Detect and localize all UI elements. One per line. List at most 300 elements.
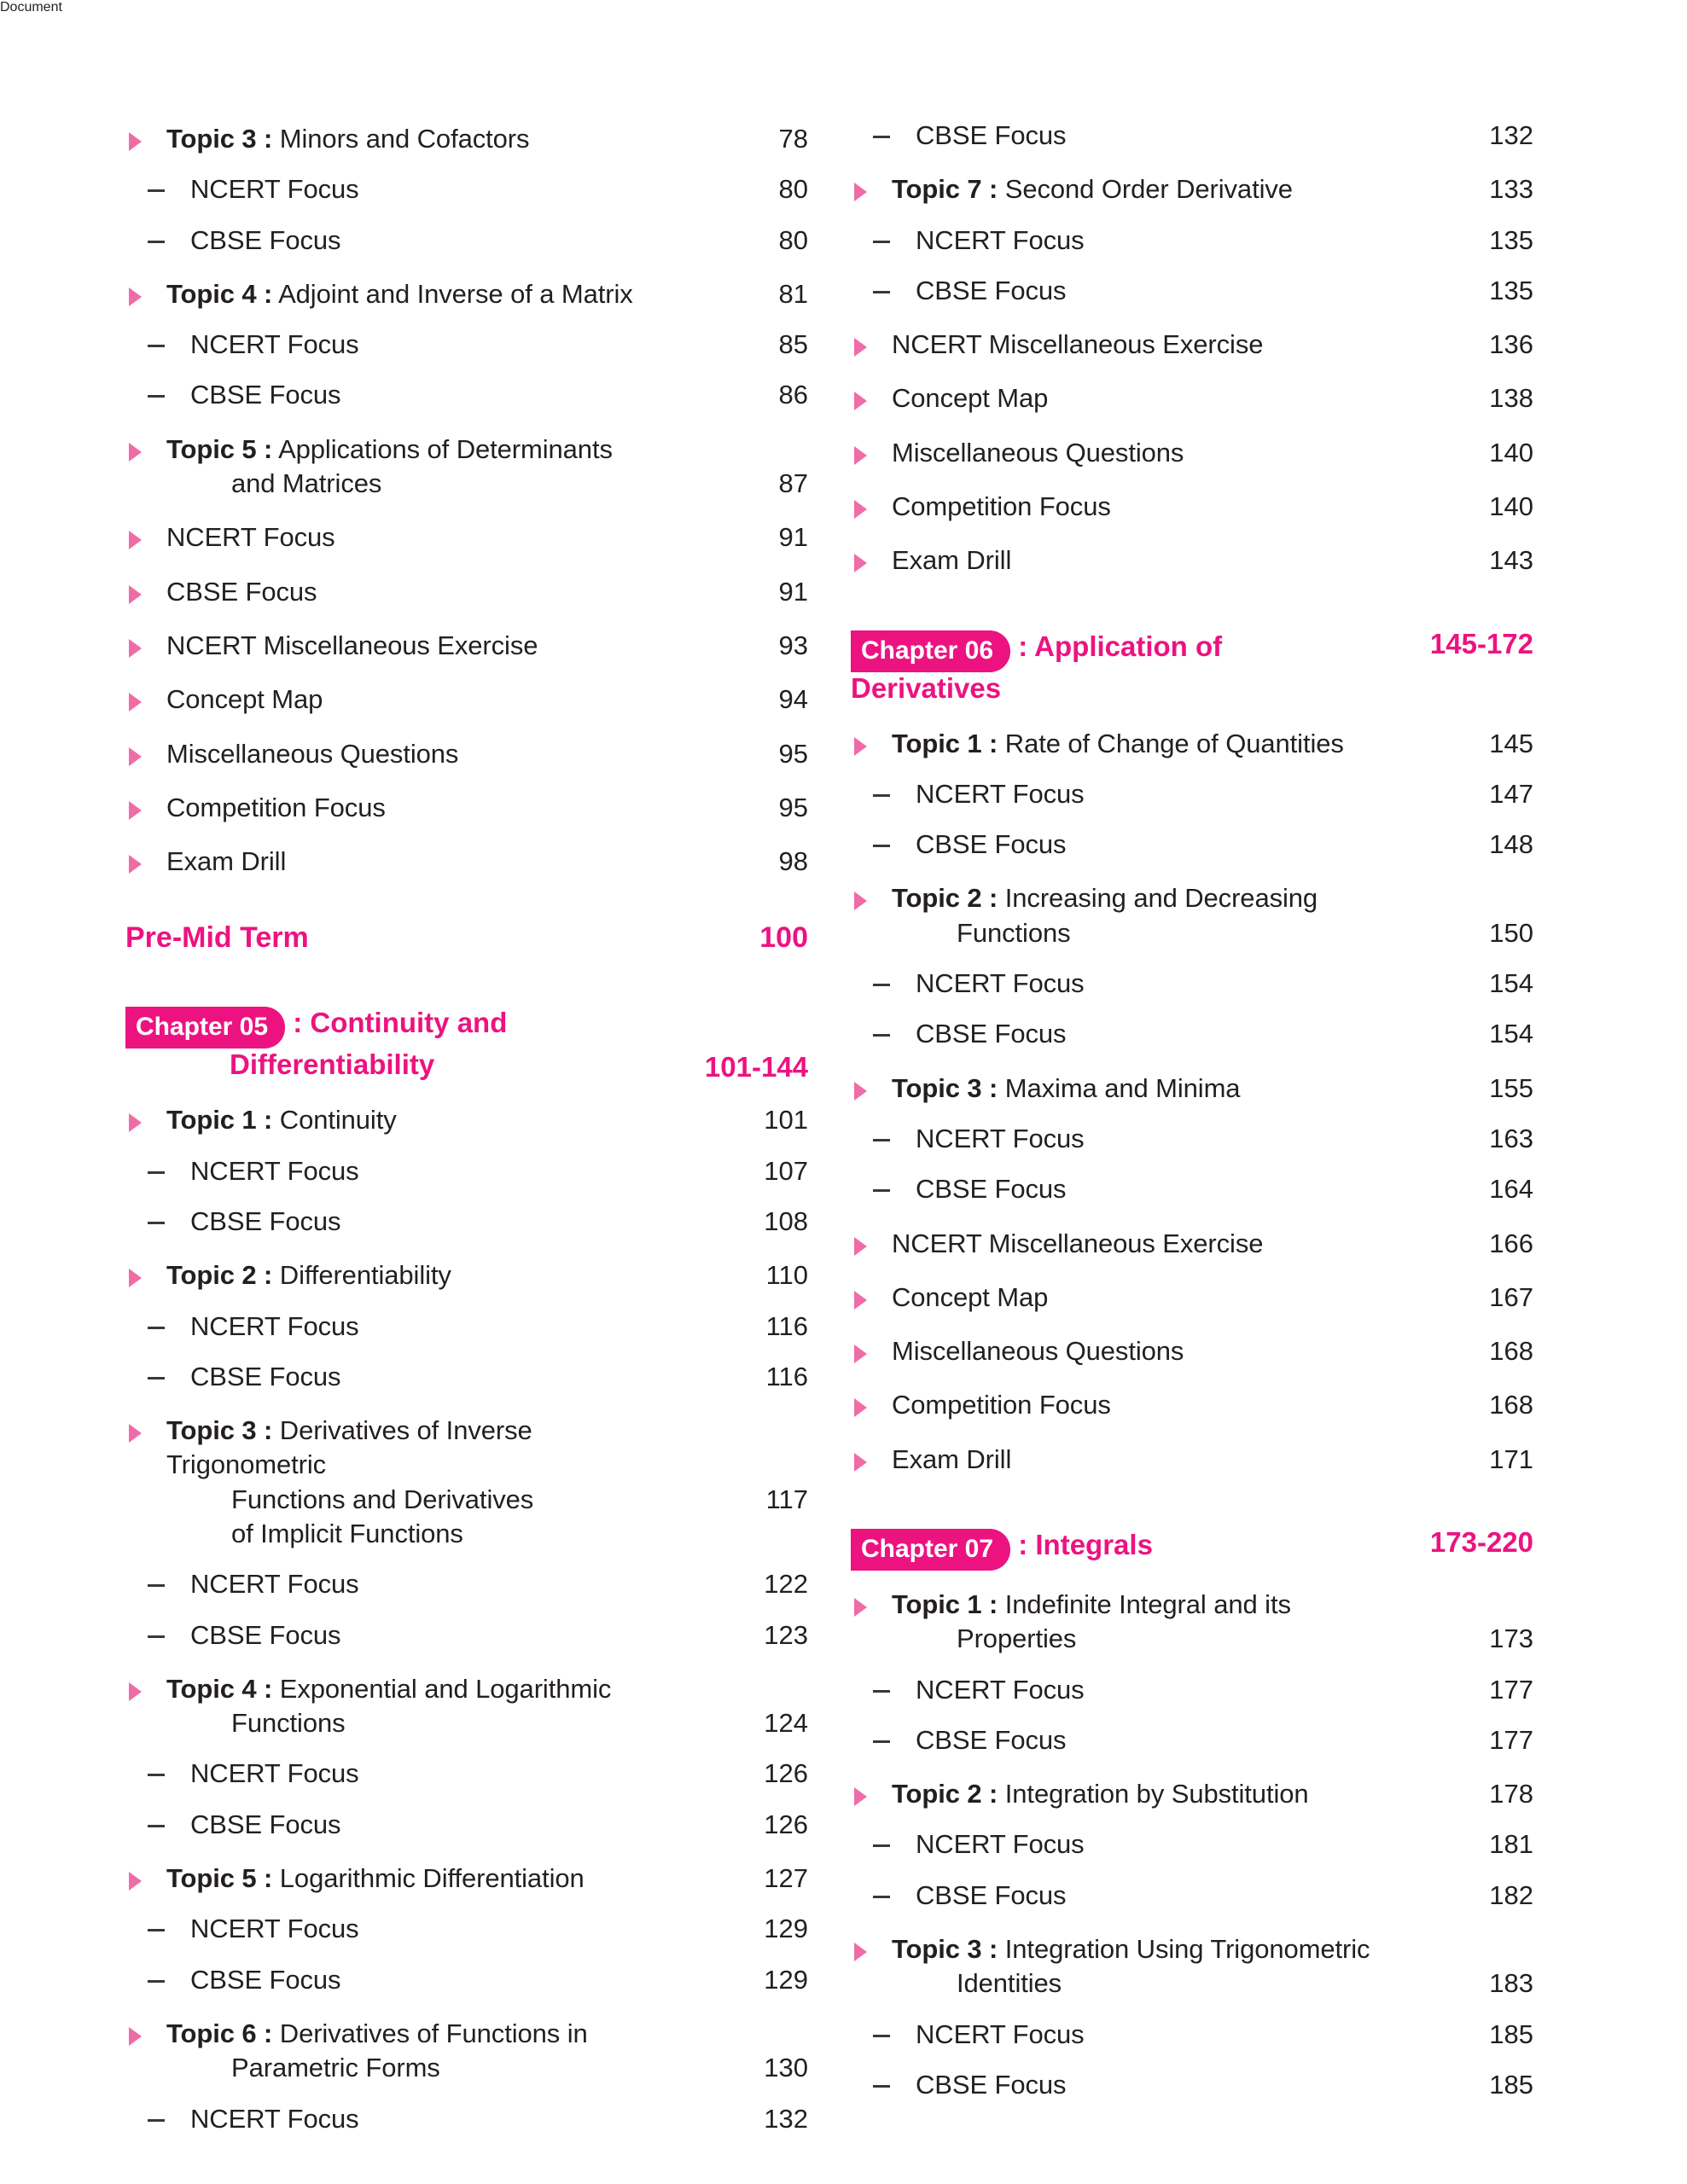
entry-page-number: 116 bbox=[765, 1361, 808, 1391]
chapter-heading-text bbox=[851, 1526, 1370, 1568]
entry-page-number: 143 bbox=[1489, 545, 1533, 576]
entry-title: CBSE Focus bbox=[916, 1879, 1067, 1910]
entry-title-line2: and Matrices bbox=[231, 468, 382, 499]
entry-page-number: 80 bbox=[778, 224, 808, 255]
entry-page-number: 185 bbox=[1489, 2069, 1533, 2100]
dash-bullet-icon bbox=[873, 1896, 890, 1898]
entry-page-number: 78 bbox=[778, 124, 808, 154]
entry-marker bbox=[125, 845, 166, 874]
entry-marker bbox=[125, 1757, 190, 1776]
toc-chapter-heading[interactable] bbox=[125, 1004, 808, 1083]
entry-marker bbox=[125, 1205, 190, 1224]
toc-sub-entry[interactable] bbox=[125, 1205, 808, 1239]
entry-page-number: 166 bbox=[1489, 1228, 1533, 1258]
triangle-bullet-icon bbox=[129, 132, 142, 151]
entry-page-number: 145 bbox=[1489, 728, 1533, 758]
entry-marker bbox=[851, 119, 916, 138]
topic-prefix: Topic 2 : bbox=[892, 883, 998, 914]
toc-chapter-item[interactable] bbox=[125, 629, 808, 663]
toc-chapter-item[interactable] bbox=[125, 520, 808, 555]
entry-title: NCERT Focus bbox=[190, 1914, 359, 1944]
entry-page-number: 147 bbox=[1489, 778, 1533, 809]
entry-marker bbox=[125, 122, 166, 151]
entry-page-number: 91 bbox=[778, 576, 808, 607]
entry-page-number: 85 bbox=[778, 329, 808, 360]
entry-marker bbox=[125, 1567, 190, 1587]
entry-page-number: 129 bbox=[764, 1964, 808, 1995]
dash-bullet-icon bbox=[873, 1740, 890, 1743]
entry-title: Competition Focus bbox=[166, 792, 386, 822]
entry-marker bbox=[851, 2018, 916, 2037]
entry-title: Minors and Cofactors bbox=[279, 124, 530, 154]
entry-title: CBSE Focus bbox=[916, 829, 1067, 860]
entry-label bbox=[166, 277, 680, 311]
entry-marker bbox=[851, 881, 892, 910]
entry-label bbox=[892, 727, 1405, 761]
entry-title: Concept Map bbox=[166, 684, 323, 715]
entry-title-line2: Functions bbox=[231, 1708, 346, 1739]
entry-marker bbox=[125, 1808, 190, 1827]
entry-label bbox=[916, 1673, 1405, 1707]
entry-label bbox=[166, 737, 680, 771]
entry-page-number: 127 bbox=[764, 1863, 808, 1894]
toc-sub-entry[interactable] bbox=[851, 1827, 1533, 1862]
entry-title: NCERT Focus bbox=[190, 1569, 359, 1600]
toc-chapter-heading[interactable] bbox=[851, 1526, 1533, 1568]
entry-label bbox=[166, 845, 680, 879]
toc-sub-entry[interactable] bbox=[125, 1310, 808, 1344]
chapter-page-range: 145-172 bbox=[1429, 627, 1533, 659]
entry-title: CBSE Focus bbox=[916, 1174, 1067, 1205]
triangle-bullet-icon bbox=[129, 2027, 142, 2046]
chapter-heading-text bbox=[125, 1004, 644, 1083]
dash-bullet-icon bbox=[873, 1844, 890, 1847]
toc-topic-entry[interactable] bbox=[125, 1862, 808, 1896]
toc-topic-entry[interactable] bbox=[125, 1414, 808, 1551]
entry-page-number: 87 bbox=[778, 468, 808, 499]
entry-label bbox=[892, 1227, 1405, 1261]
toc-sub-entry[interactable] bbox=[851, 1172, 1533, 1206]
entry-title-line2: Parametric Forms bbox=[231, 2053, 440, 2083]
entry-title: Second Order Derivative bbox=[1004, 174, 1293, 205]
toc-sub-entry[interactable] bbox=[851, 1879, 1533, 1913]
toc-sub-entry[interactable] bbox=[125, 172, 808, 206]
entry-title: NCERT Focus bbox=[166, 522, 335, 553]
toc-right-column bbox=[851, 102, 1533, 2107]
toc-sub-entry[interactable] bbox=[125, 1912, 808, 1946]
entry-page-number: 132 bbox=[764, 2103, 808, 2134]
entry-marker bbox=[125, 224, 190, 243]
entry-title: Miscellaneous Questions bbox=[892, 1336, 1184, 1367]
entry-title: Continuity bbox=[279, 1105, 397, 1136]
entry-label bbox=[916, 777, 1405, 811]
triangle-bullet-icon bbox=[129, 1872, 142, 1891]
dash-bullet-icon bbox=[148, 1980, 165, 1983]
entry-page-number: 108 bbox=[764, 1205, 808, 1236]
toc-chapter-item[interactable] bbox=[851, 1443, 1533, 1477]
dash-bullet-icon bbox=[873, 984, 890, 986]
entry-label bbox=[166, 2017, 680, 2086]
toc-sub-entry[interactable] bbox=[125, 1154, 808, 1188]
entry-page-number: 126 bbox=[764, 1809, 808, 1839]
toc-chapter-item[interactable] bbox=[851, 381, 1533, 415]
entry-title: NCERT Focus bbox=[190, 329, 359, 360]
entry-page-number: 150 bbox=[1489, 917, 1533, 948]
topic-prefix: Topic 1 : bbox=[892, 728, 998, 758]
entry-label bbox=[892, 1443, 1405, 1477]
entry-label bbox=[892, 881, 1405, 950]
chapter-badge: Chapter 05 bbox=[125, 1007, 285, 1048]
entry-label bbox=[190, 1912, 680, 1946]
toc-sub-entry[interactable] bbox=[851, 2068, 1533, 2102]
entry-page-number: 123 bbox=[764, 1619, 808, 1650]
entry-label bbox=[190, 1567, 680, 1601]
toc-sub-entry[interactable] bbox=[851, 777, 1533, 811]
entry-title: Miscellaneous Questions bbox=[892, 437, 1184, 468]
entry-label bbox=[916, 1827, 1405, 1862]
toc-sub-entry[interactable] bbox=[851, 1673, 1533, 1707]
entry-title: CBSE Focus bbox=[916, 120, 1067, 150]
entry-label bbox=[916, 1172, 1405, 1206]
dash-bullet-icon bbox=[148, 1584, 165, 1587]
toc-topic-entry[interactable] bbox=[851, 1777, 1533, 1811]
dash-bullet-icon bbox=[148, 1929, 165, 1931]
entry-title: Logarithmic Differentiation bbox=[279, 1863, 585, 1894]
entry-label bbox=[166, 629, 680, 663]
entry-title: Exam Drill bbox=[892, 545, 1012, 576]
toc-topic-entry[interactable] bbox=[851, 1072, 1533, 1106]
topic-prefix: Topic 3 : bbox=[892, 1934, 998, 1965]
entry-page-number: 124 bbox=[764, 1708, 808, 1739]
toc-chapter-item[interactable] bbox=[851, 543, 1533, 578]
entry-marker bbox=[125, 1103, 166, 1132]
entry-title: NCERT Focus bbox=[916, 1829, 1085, 1860]
entry-marker bbox=[851, 1777, 892, 1806]
entry-title: NCERT Focus bbox=[916, 2018, 1085, 2049]
entry-title: Exam Drill bbox=[166, 846, 287, 877]
toc-sub-entry[interactable] bbox=[125, 1808, 808, 1842]
triangle-bullet-icon bbox=[129, 639, 142, 658]
entry-page-number: 117 bbox=[765, 1484, 808, 1514]
triangle-bullet-icon bbox=[129, 855, 142, 874]
entry-marker bbox=[851, 543, 892, 572]
toc-chapter-item[interactable] bbox=[125, 737, 808, 771]
entry-title: CBSE Focus bbox=[190, 1809, 341, 1839]
dash-bullet-icon bbox=[148, 1825, 165, 1827]
chapter-badge: Chapter 07 bbox=[851, 1529, 1010, 1571]
entry-marker bbox=[125, 629, 166, 658]
entry-page-number: 178 bbox=[1489, 1779, 1533, 1809]
toc-topic-entry[interactable] bbox=[851, 1588, 1533, 1657]
entry-label bbox=[892, 436, 1405, 470]
entry-label bbox=[892, 1388, 1405, 1422]
entry-label bbox=[916, 1122, 1405, 1156]
chapter-badge: Chapter 06 bbox=[851, 630, 1010, 672]
triangle-bullet-icon bbox=[854, 500, 867, 519]
entry-label bbox=[166, 1414, 680, 1551]
topic-prefix: Topic 2 : bbox=[166, 1260, 273, 1291]
entry-title-line2: Identities bbox=[957, 1968, 1062, 1999]
topic-prefix: Topic 4 : bbox=[166, 1673, 273, 1704]
entry-page-number: 164 bbox=[1489, 1174, 1533, 1205]
entry-marker bbox=[851, 1072, 892, 1101]
entry-page-number: 81 bbox=[778, 278, 808, 309]
entry-title: Differentiability bbox=[279, 1260, 451, 1291]
entry-page-number: 133 bbox=[1489, 174, 1533, 205]
entry-title: NCERT Focus bbox=[916, 968, 1085, 999]
toc-sub-entry[interactable] bbox=[125, 2102, 808, 2136]
entry-page-number: 132 bbox=[1489, 120, 1533, 150]
entry-label bbox=[190, 224, 680, 258]
triangle-bullet-icon bbox=[129, 1682, 142, 1701]
entry-title: NCERT Miscellaneous Exercise bbox=[166, 630, 538, 660]
entry-title: Derivatives of Inverse Trigonometric bbox=[166, 1415, 532, 1480]
entry-marker bbox=[851, 727, 892, 756]
entry-page-number: 148 bbox=[1489, 829, 1533, 860]
toc-sub-entry[interactable] bbox=[125, 1567, 808, 1601]
entry-marker bbox=[851, 172, 892, 201]
triangle-bullet-icon bbox=[129, 693, 142, 712]
toc-sub-entry[interactable] bbox=[851, 828, 1533, 862]
entry-page-number: 101 bbox=[764, 1105, 808, 1136]
toc-chapter-item[interactable] bbox=[125, 791, 808, 825]
triangle-bullet-icon bbox=[854, 1787, 867, 1806]
entry-marker bbox=[851, 1172, 916, 1192]
triangle-bullet-icon bbox=[854, 892, 867, 910]
toc-sub-entry[interactable] bbox=[125, 1963, 808, 1997]
entry-title: Miscellaneous Questions bbox=[166, 738, 459, 769]
entry-title-line2: Functions bbox=[957, 917, 1071, 948]
toc-topic-entry[interactable] bbox=[851, 727, 1533, 761]
entry-marker bbox=[125, 737, 166, 766]
entry-marker bbox=[851, 1932, 892, 1961]
toc-sub-entry[interactable] bbox=[851, 1122, 1533, 1156]
entry-page-number: 185 bbox=[1489, 2018, 1533, 2049]
entry-label bbox=[892, 172, 1405, 206]
triangle-bullet-icon bbox=[854, 446, 867, 465]
entry-marker bbox=[851, 1122, 916, 1141]
entry-title: Indefinite Integral and its bbox=[1004, 1589, 1291, 1619]
triangle-bullet-icon bbox=[129, 288, 142, 306]
toc-topic-entry[interactable] bbox=[125, 433, 808, 502]
entry-marker bbox=[851, 328, 892, 357]
toc-chapter-heading[interactable] bbox=[851, 628, 1533, 707]
toc-topic-entry[interactable] bbox=[851, 881, 1533, 950]
toc-topic-entry[interactable] bbox=[851, 172, 1533, 206]
toc-topic-entry[interactable] bbox=[125, 2017, 808, 2086]
entry-page-number: 138 bbox=[1489, 383, 1533, 414]
toc-topic-entry[interactable] bbox=[851, 1932, 1533, 2001]
entry-label bbox=[190, 1205, 680, 1239]
entry-marker bbox=[125, 2102, 190, 2122]
entry-label bbox=[916, 2068, 1405, 2102]
toc-topic-entry[interactable] bbox=[125, 277, 808, 311]
entry-marker bbox=[851, 436, 892, 465]
entry-marker bbox=[125, 575, 166, 604]
toc-sub-entry[interactable] bbox=[125, 328, 808, 362]
dash-bullet-icon bbox=[873, 1034, 890, 1037]
toc-sub-entry[interactable] bbox=[125, 378, 808, 412]
triangle-bullet-icon bbox=[129, 531, 142, 549]
triangle-bullet-icon bbox=[129, 1113, 142, 1132]
entry-title: CBSE Focus bbox=[916, 275, 1067, 305]
toc-sub-entry[interactable] bbox=[851, 2018, 1533, 2052]
dash-bullet-icon bbox=[148, 1635, 165, 1638]
entry-page-number: 98 bbox=[778, 846, 808, 877]
dash-bullet-icon bbox=[873, 241, 890, 243]
entry-marker bbox=[851, 1879, 916, 1898]
toc-sub-entry[interactable] bbox=[851, 1723, 1533, 1757]
entry-title: NCERT Focus bbox=[190, 1310, 359, 1341]
entry-marker bbox=[125, 1360, 190, 1380]
entry-title: CBSE Focus bbox=[916, 1019, 1067, 1049]
entry-label bbox=[166, 682, 680, 717]
entry-title: NCERT Focus bbox=[916, 1674, 1085, 1705]
toc-sub-entry[interactable] bbox=[125, 224, 808, 258]
dash-bullet-icon bbox=[873, 2035, 890, 2037]
entry-page-number: 173 bbox=[1489, 1623, 1533, 1654]
entry-marker bbox=[125, 1618, 190, 1638]
toc-sub-entry[interactable] bbox=[125, 1757, 808, 1791]
entry-label bbox=[916, 967, 1405, 1001]
toc-sub-entry[interactable] bbox=[851, 1017, 1533, 1051]
entry-page-number: 168 bbox=[1489, 1336, 1533, 1367]
toc-chapter-item[interactable] bbox=[851, 1388, 1533, 1422]
entry-label bbox=[190, 1360, 680, 1394]
entry-label bbox=[166, 1103, 680, 1137]
toc-sub-entry[interactable] bbox=[851, 224, 1533, 258]
toc-chapter-item[interactable] bbox=[851, 436, 1533, 470]
dash-bullet-icon bbox=[148, 345, 165, 347]
toc-chapter-item[interactable] bbox=[851, 490, 1533, 524]
entry-page-number: 122 bbox=[764, 1569, 808, 1600]
entry-title: CBSE Focus bbox=[916, 1724, 1067, 1755]
toc-sub-entry[interactable] bbox=[851, 274, 1533, 308]
entry-title: NCERT Focus bbox=[916, 224, 1085, 255]
entry-marker bbox=[125, 433, 166, 462]
dash-bullet-icon bbox=[873, 845, 890, 847]
dash-bullet-icon bbox=[148, 395, 165, 398]
entry-marker bbox=[851, 2068, 916, 2088]
entry-title: Exam Drill bbox=[892, 1443, 1012, 1474]
triangle-bullet-icon bbox=[854, 1082, 867, 1101]
entry-label bbox=[166, 1672, 680, 1741]
entry-marker bbox=[125, 1154, 190, 1174]
entry-marker bbox=[851, 490, 892, 519]
toc-topic-entry[interactable] bbox=[125, 1672, 808, 1741]
entry-title: Competition Focus bbox=[892, 1390, 1111, 1420]
dash-bullet-icon bbox=[873, 794, 890, 797]
entry-page-number: 91 bbox=[778, 522, 808, 553]
triangle-bullet-icon bbox=[129, 747, 142, 766]
topic-prefix: Topic 3 : bbox=[892, 1072, 998, 1103]
toc-sub-entry[interactable] bbox=[851, 967, 1533, 1001]
entry-label bbox=[190, 1310, 680, 1344]
toc-sub-entry[interactable] bbox=[851, 119, 1533, 153]
entry-page-number: 163 bbox=[1489, 1123, 1533, 1153]
dash-bullet-icon bbox=[873, 291, 890, 293]
toc-chapter-item[interactable] bbox=[851, 1334, 1533, 1368]
entry-page-number: 130 bbox=[764, 2053, 808, 2083]
topic-prefix: Topic 2 : bbox=[892, 1779, 998, 1809]
toc-section-title[interactable] bbox=[125, 921, 808, 955]
toc-topic-entry[interactable] bbox=[125, 122, 808, 156]
triangle-bullet-icon bbox=[854, 338, 867, 357]
topic-prefix: Topic 5 : bbox=[166, 1863, 273, 1894]
dash-bullet-icon bbox=[148, 2119, 165, 2122]
entry-marker bbox=[125, 1912, 190, 1931]
entry-marker bbox=[125, 1963, 190, 1983]
entry-label bbox=[916, 224, 1405, 258]
triangle-bullet-icon bbox=[854, 1943, 867, 1961]
entry-page-number: 94 bbox=[778, 684, 808, 715]
entry-marker bbox=[851, 1227, 892, 1256]
toc-sub-entry[interactable] bbox=[125, 1618, 808, 1653]
entry-page-number: 129 bbox=[764, 1914, 808, 1944]
chapter-title-line2: Differentiability bbox=[230, 1048, 435, 1081]
toc-chapter-item[interactable] bbox=[125, 575, 808, 609]
entry-title: CBSE Focus bbox=[190, 224, 341, 255]
triangle-bullet-icon bbox=[129, 1269, 142, 1287]
entry-marker bbox=[851, 1017, 916, 1037]
entry-label bbox=[190, 328, 680, 362]
topic-prefix: Topic 5 : bbox=[166, 433, 273, 464]
entry-title: CBSE Focus bbox=[166, 576, 317, 607]
entry-label bbox=[166, 122, 680, 156]
toc-topic-entry[interactable] bbox=[125, 1103, 808, 1137]
entry-title: CBSE Focus bbox=[190, 380, 341, 410]
toc-chapter-item[interactable] bbox=[851, 1281, 1533, 1315]
entry-title: Adjoint and Inverse of a Matrix bbox=[278, 278, 633, 309]
entry-page-number: 135 bbox=[1489, 275, 1533, 305]
entry-label bbox=[892, 1932, 1405, 2001]
entry-title-line3: of Implicit Functions bbox=[231, 1519, 463, 1548]
chapter-title: Integrals bbox=[1035, 1529, 1153, 1560]
dash-bullet-icon bbox=[873, 136, 890, 138]
toc-topic-entry[interactable] bbox=[125, 1258, 808, 1292]
chapter-separator: : bbox=[1010, 1529, 1036, 1560]
toc-chapter-item[interactable] bbox=[851, 1227, 1533, 1261]
dash-bullet-icon bbox=[873, 1189, 890, 1192]
triangle-bullet-icon bbox=[129, 801, 142, 820]
entry-label bbox=[166, 791, 680, 825]
entry-marker bbox=[851, 1334, 892, 1363]
entry-marker bbox=[125, 172, 190, 192]
entry-page-number: 154 bbox=[1489, 968, 1533, 999]
entry-label bbox=[166, 1862, 680, 1896]
entry-marker bbox=[851, 1281, 892, 1310]
triangle-bullet-icon bbox=[854, 554, 867, 572]
toc-chapter-item[interactable] bbox=[125, 682, 808, 717]
entry-page-number: 168 bbox=[1489, 1390, 1533, 1420]
entry-page-number: 183 bbox=[1489, 1968, 1533, 1999]
entry-marker bbox=[125, 277, 166, 306]
entry-label bbox=[166, 433, 680, 502]
toc-chapter-item[interactable] bbox=[125, 845, 808, 879]
entry-title: Maxima and Minima bbox=[1004, 1072, 1241, 1103]
dash-bullet-icon bbox=[148, 1222, 165, 1224]
toc-sub-entry[interactable] bbox=[125, 1360, 808, 1394]
entry-marker bbox=[125, 520, 166, 549]
entry-title: CBSE Focus bbox=[190, 1205, 341, 1236]
entry-title: Concept Map bbox=[892, 1281, 1049, 1312]
triangle-bullet-icon bbox=[129, 443, 142, 462]
entry-page-number: 110 bbox=[765, 1260, 808, 1291]
entry-page-number: 95 bbox=[778, 792, 808, 822]
entry-title: Competition Focus bbox=[892, 491, 1111, 522]
toc-chapter-item[interactable] bbox=[851, 328, 1533, 362]
topic-prefix: Topic 1 : bbox=[892, 1589, 998, 1619]
